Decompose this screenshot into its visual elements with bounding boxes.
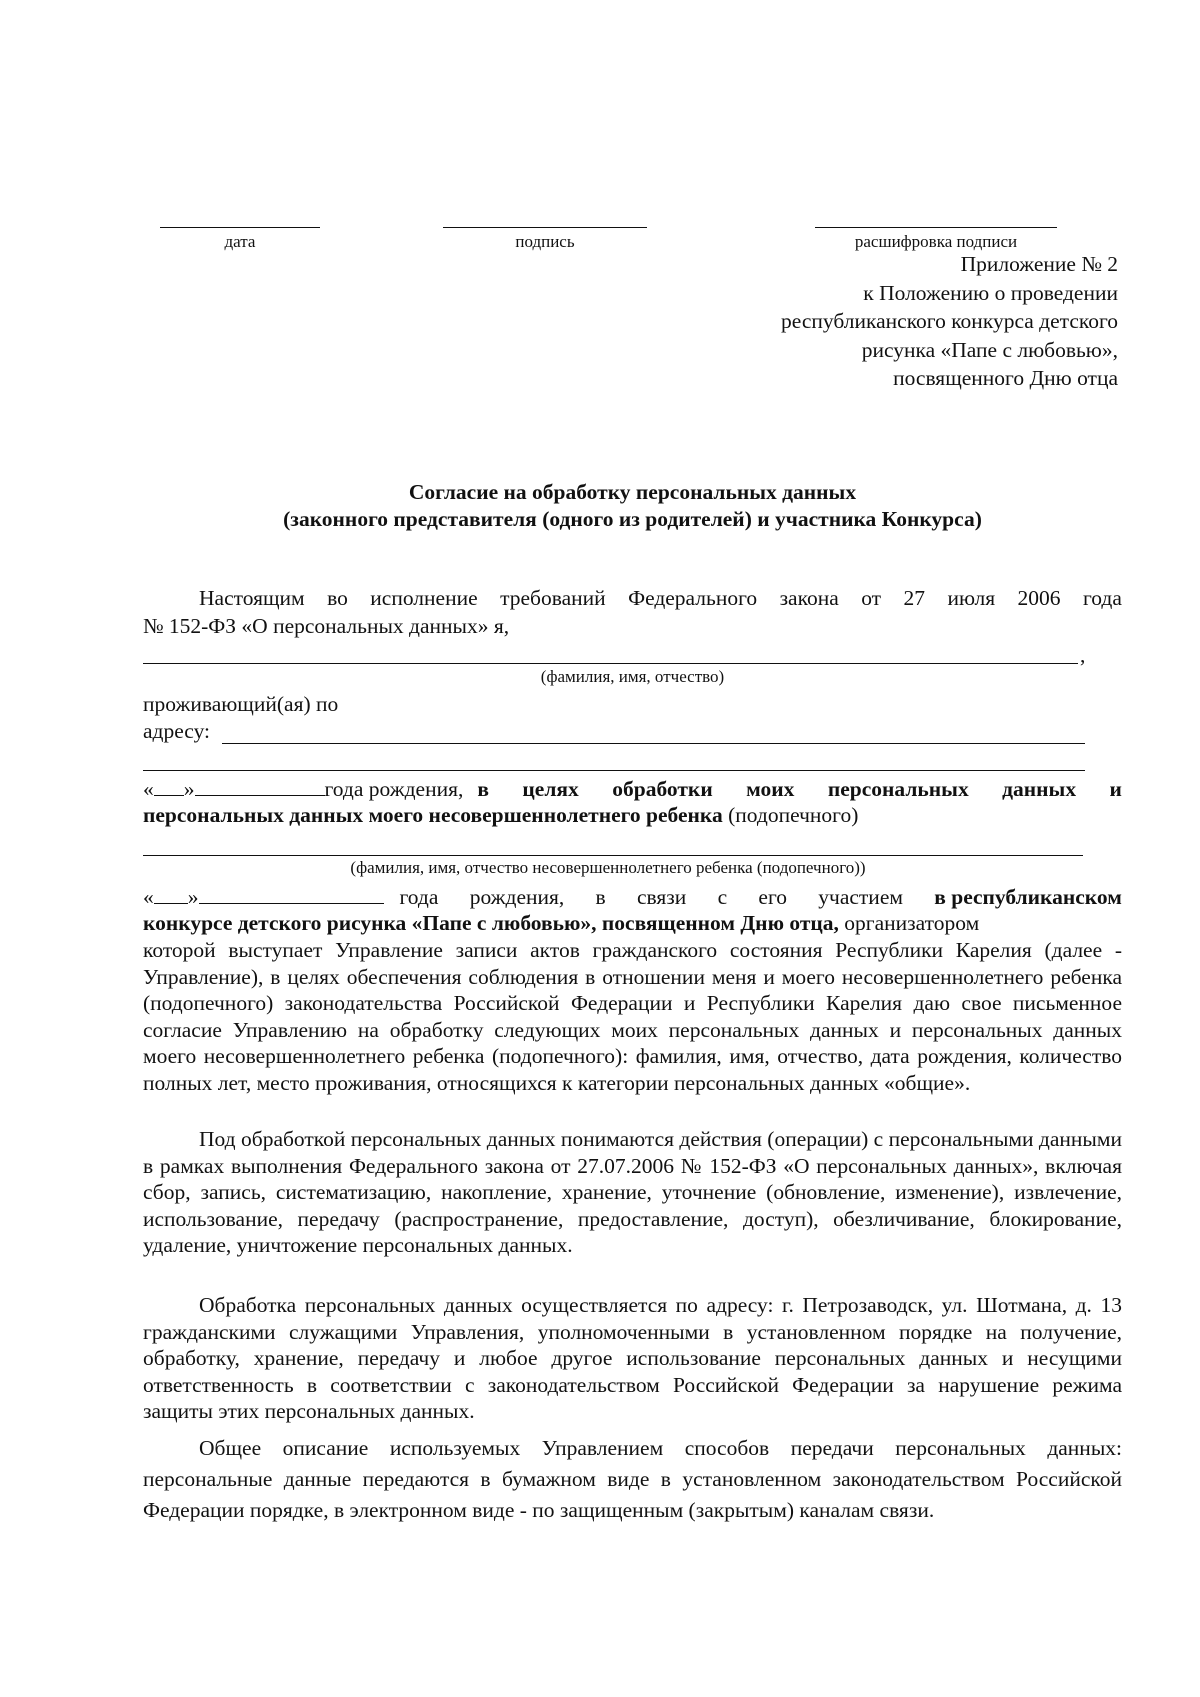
signature-decode-label: расшифровка подписи	[854, 232, 1018, 251]
birth-line-1: « » года рождения, в целях обработки моих персональных данных и	[143, 777, 1122, 801]
child-fio-fill-line	[143, 855, 1083, 856]
residing-label: проживающий(ая) по	[143, 692, 339, 716]
birth-line-2-words: года рождения, в связи с его участием в республиканском	[399, 885, 1122, 909]
birth-line-1-bold: в целях обработки моих персональных данных и	[477, 777, 1122, 801]
title-line: Согласие на обработку персональных данных	[408, 480, 857, 504]
birth-line-2b: конкурсе детского рисунка «Папе с любовью», посвященном Дню отца, организатором	[143, 911, 980, 935]
address-fill-line	[222, 743, 1085, 744]
birth-line-1b: персональных данных моего несовершеннолетнего ребенка (подопечного)	[143, 803, 859, 827]
address-label: адресу:	[143, 719, 211, 743]
birth-line-2: « » года рождения, в связи с его участием в республиканском	[143, 885, 1122, 909]
signature-label: подпись	[515, 232, 575, 251]
appendix-line: посвященного Дню отца	[893, 366, 1118, 390]
address-text: Обработка персональных данных осуществляется по адресу: г. Петрозаводск, ул. Шотмана, д. 13 гражданскими служащими Управления, уполномоченными в установленном порядке на получение, обработку, хранение, передачу и любое другое использование персональных данных и несущими ответственность в соответствии с законодательством Российской Федерации за нарушение режима защиты этих персональных данных.	[143, 1293, 1122, 1423]
transfer-text: Общее описание используемых Управлением способов передачи персональных данных: персональные данные передаются в бумажном виде в установленном законодательством Российской Федерации порядке, в электронном виде - по защищенным (закрытым) каналам связи.	[143, 1436, 1122, 1522]
child-fio-caption: (фамилия, имя, отчество несовершеннолетнего ребенка (подопечного))	[350, 858, 866, 877]
fio-caption: (фамилия, имя, отчество)	[540, 667, 725, 686]
date-line	[160, 227, 320, 228]
signature-line	[443, 227, 647, 228]
appendix-line: к Положению о проведении	[863, 280, 1118, 305]
address-paragraph	[143, 1292, 1122, 1425]
processing-paragraph	[143, 1126, 1122, 1259]
appendix-block	[781, 250, 1118, 393]
fio-fill-line	[143, 663, 1078, 664]
appendix-line: республиканского конкурса детского	[781, 309, 1118, 333]
appendix-line: Приложение № 2	[960, 252, 1118, 276]
intro-line-2: № 152-ФЗ «О персональных данных» я,	[143, 614, 510, 638]
consent-paragraph	[143, 937, 1122, 1096]
day-blank	[154, 775, 184, 796]
intro-line-1: Настоящим во исполнение требований Федерального закона от 27 июля 2006 года	[199, 586, 1122, 610]
signature-decode-line	[815, 227, 1057, 228]
processing-text: Под обработкой персональных данных понимаются действия (операции) с персональными данными в рамках выполнения Федерального закона от 27.07.2006 № 152-ФЗ «О персональных данных», включая сбор, запись, систематизацию, накопление, хранение, уточнение (обновление, изменение), извлечение, использование, передачу (распространение, предоставление, доступ), обезличивание, блокирование, удаление, уничтожение персональных данных.	[143, 1127, 1122, 1257]
month-blank-2	[199, 883, 384, 904]
address-fill-line-2	[143, 770, 1085, 771]
day-blank-2	[154, 883, 188, 904]
transfer-paragraph	[143, 1433, 1122, 1526]
document-title	[143, 479, 1122, 533]
month-blank	[195, 775, 325, 796]
date-label: дата	[224, 232, 256, 251]
appendix-line: рисунка «Папе с любовью»,	[861, 337, 1118, 362]
consent-text: которой выступает Управление записи актов гражданского состояния Республики Карелия (далее - Управление), в целях обеспечения соблюдения в отношении меня и моего несовершеннолетнего ребенка (подопечного) законодательства Российской Федерации и Республики Карелия даю свое письменное согласие Управлению на обработку следующих моих персональных данных и персональных данных моего несовершеннолетнего ребенка (подопечного): фамилия, имя, отчество, дата рождения, количество полных лет, место проживания, относящихся к категории персональных данных «общие».	[143, 938, 1122, 1095]
fio-comma: ,	[1080, 643, 1086, 667]
title-line: (законного представителя (одного из родителей) и участника Конкурса)	[283, 507, 982, 531]
